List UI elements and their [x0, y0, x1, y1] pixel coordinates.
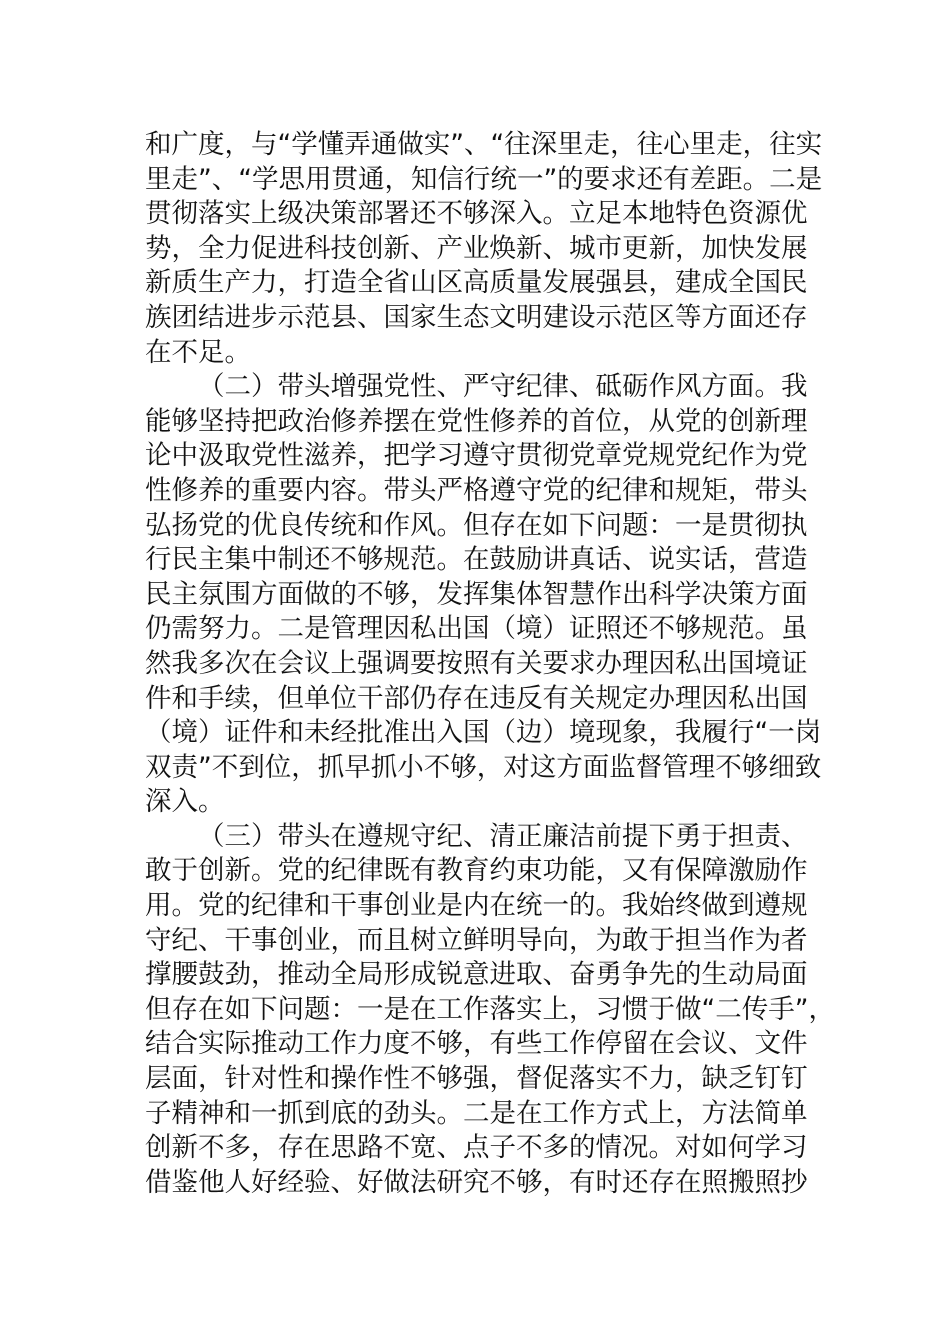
text-line-first: （三）带头在遵规守纪、清正廉洁前提下勇于担责、 [198, 820, 808, 852]
text-line: 仍需努力。二是管理因私出国（境）证照还不够规范。虽 [145, 613, 808, 645]
text-line: 性修养的重要内容。带头严格遵守党的纪律和规矩，带头 [145, 474, 808, 506]
text-line: 论中汲取党性滋养，把学习遵守贯彻党章党规党纪作为党 [145, 440, 808, 472]
text-line: 件和手续，但单位干部仍存在违反有关规定办理因私出国 [145, 682, 808, 714]
text-line: 里走”、“学思用贯通，知信行统一”的要求还有差距。二是 [145, 163, 823, 195]
text-line: 子精神和一抓到底的劲头。二是在工作方式上，方法简单 [145, 1097, 808, 1129]
text-line: 行民主集中制还不够规范。在鼓励讲真话、说实话，营造 [145, 544, 808, 576]
text-line: 能够坚持把政治修养摆在党性修养的首位，从党的创新理 [145, 405, 808, 437]
text-line: 和广度，与“学懂弄通做实”、“往深里走，往心里走，往实 [145, 129, 823, 160]
text-line: 结合实际推动工作力度不够，有些工作停留在会议、文件 [145, 1028, 808, 1060]
text-line: 守纪、干事创业，而且树立鲜明导向，为敢于担当作为者 [145, 924, 808, 956]
paragraph-3 [145, 820, 835, 1201]
text-line: 民主氛围方面做的不够，发挥集体智慧作出科学决策方面 [145, 578, 808, 610]
paragraph-1 [145, 128, 823, 370]
paragraph-2 [145, 370, 822, 820]
text-line: 然我多次在会议上强调要按照有关要求办理因私出国境证 [145, 647, 808, 679]
text-line: 敢于创新。党的纪律既有教育约束功能，又有保障激励作 [145, 855, 808, 887]
text-line: 用。党的纪律和干事创业是内在统一的。我始终做到遵规 [145, 890, 808, 922]
text-line: 层面，针对性和操作性不够强，督促落实不力，缺乏钉钉 [145, 1063, 808, 1095]
text-line: 势，全力促进科技创新、产业焕新、城市更新，加快发展 [145, 232, 808, 264]
text-line: 但存在如下问题：一是在工作落实上，习惯于做“二传手”， [145, 993, 835, 1025]
document-body [145, 128, 835, 1200]
text-line: 弘扬党的优良传统和作风。但存在如下问题：一是贯彻执 [145, 509, 808, 541]
text-line: （境）证件和未经批准出入国（边）境现象，我履行“一岗 [145, 717, 822, 749]
text-line: 借鉴他人好经验、好做法研究不够，有时还存在照搬照抄 [145, 1166, 808, 1198]
text-line: 在不足。 [145, 336, 251, 368]
text-line: 撑腰鼓劲，推动全局形成锐意进取、奋勇争先的生动局面 [145, 959, 808, 991]
text-line: 深入。 [145, 786, 225, 818]
text-line-first: （二）带头增强党性、严守纪律、砥砺作风方面。我 [198, 371, 808, 403]
text-line: 双责”不到位，抓早抓小不够，对这方面监督管理不够细致 [145, 751, 822, 783]
text-line: 贯彻落实上级决策部署还不够深入。立足本地特色资源优 [145, 198, 808, 230]
text-line: 创新不多，存在思路不宽、点子不多的情况。对如何学习 [145, 1132, 808, 1164]
text-line: 族团结进步示范县、国家生态文明建设示范区等方面还存 [145, 301, 808, 333]
text-line: 新质生产力，打造全省山区高质量发展强县，建成全国民 [145, 267, 808, 299]
